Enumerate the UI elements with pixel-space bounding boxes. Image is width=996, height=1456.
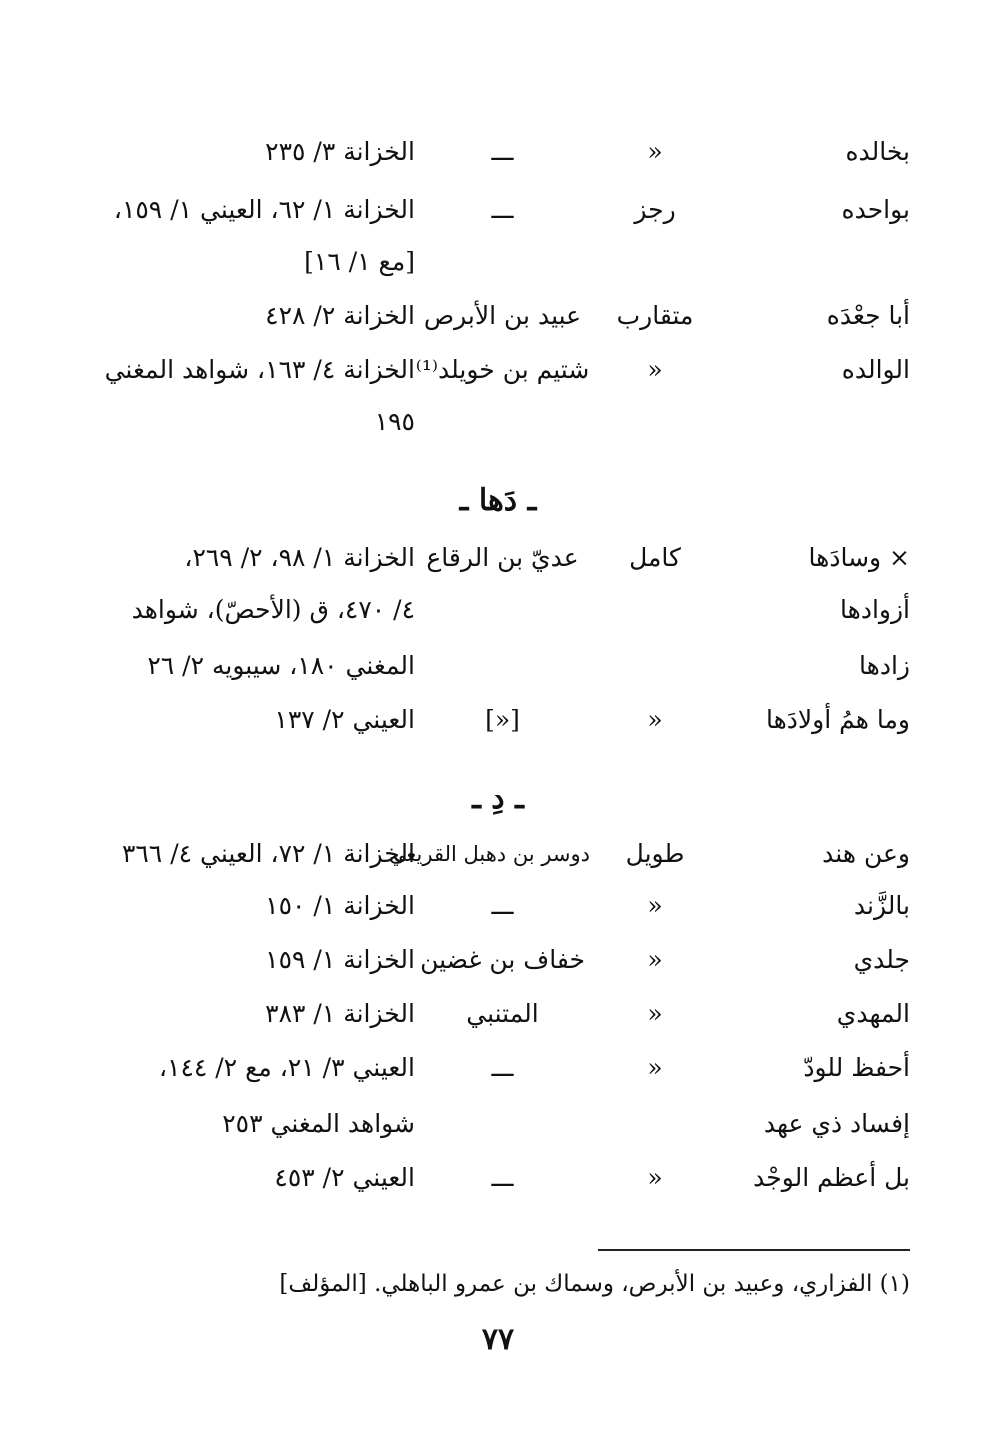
source-cell: الخزانة ١/ ٣٨٣	[265, 999, 415, 1028]
rhyme-cell: بواحده	[841, 195, 910, 224]
rhyme-cell: بخالده	[845, 137, 910, 166]
source-cell: الخزانة ١/ ١٥٩	[265, 945, 415, 974]
table-row	[70, 584, 920, 636]
source-cell: المغني ١٨٠، سيبويه ٢/ ٢٦	[147, 651, 415, 680]
poet-cell: [«]	[485, 705, 520, 734]
source-cell: العيني ٣/ ٢١، مع ٢/ ١٤٤،	[158, 1053, 415, 1082]
poet-cell: ـــ	[491, 137, 514, 166]
table-row	[70, 988, 920, 1040]
table-row	[70, 184, 920, 236]
source-cell: الخزانة ٢/ ٤٢٨	[265, 301, 415, 330]
rhyme-cell: أبا جعْدَه	[826, 301, 910, 330]
source-cell: الخزانة ١/ ٧٢، العيني ٤/ ٣٦٦	[121, 839, 415, 868]
table-row	[70, 236, 920, 288]
source-cell: شواهد المغني ٢٥٣	[222, 1109, 415, 1138]
meter-cell: «	[647, 945, 663, 974]
meter-cell: «	[647, 705, 663, 734]
table-row	[70, 1098, 920, 1150]
source-cell: [مع ١/ ١٦]	[304, 247, 415, 276]
source-cell: الخزانة ٣/ ٢٣٥	[265, 137, 415, 166]
rhyme-cell: جلدي	[853, 945, 910, 974]
rhyme-cell: أزوادها	[840, 595, 910, 624]
table-row	[70, 532, 920, 584]
table-row	[70, 828, 920, 880]
rhyme-cell: بل أعظم الوجْد	[753, 1163, 910, 1192]
table-row	[70, 290, 920, 342]
meter-cell: «	[647, 891, 663, 920]
source-cell: العيني ٢/ ١٣٧	[274, 705, 415, 734]
table-row	[70, 1042, 920, 1094]
poet-cell: شتيم بن خويلد⁽¹⁾	[415, 355, 590, 384]
source-cell: ٤/ ٤٧٠، ق (الأحصّ)، شواهد	[131, 595, 415, 624]
poet-cell: دوسر بن دهبل القريعي	[388, 842, 590, 866]
rhyme-cell: بالزَّند	[853, 891, 910, 920]
footnote-divider	[598, 1249, 910, 1251]
poet-cell: عديّ بن الرقاع	[426, 543, 579, 572]
footnote: (١) الفزاري، وعبيد بن الأبرص، وسماك بن عمرو الباهلي. [المؤلف]	[279, 1271, 910, 1297]
rhyme-cell: × وسادَها	[808, 543, 910, 572]
table-row	[70, 126, 920, 178]
meter-cell: طويل	[625, 839, 685, 868]
rhyme-cell: الوالده	[841, 355, 910, 384]
meter-cell: متقارب	[616, 301, 694, 330]
poet-cell: ـــ	[491, 891, 514, 920]
poet-cell: خفاف بن غضين	[420, 945, 585, 974]
source-cell: ١٩٥	[374, 407, 415, 436]
source-cell: الخزانة ١/ ١٥٠	[265, 891, 415, 920]
table-row	[70, 1152, 920, 1204]
source-cell: الخزانة ١/ ٦٢، العيني ١/ ١٥٩،	[113, 195, 415, 224]
poet-cell: عبيد بن الأبرص	[423, 301, 582, 330]
rhyme-cell: إفساد ذي عهد	[763, 1109, 910, 1138]
section-heading: ـ دِ ـ	[472, 781, 524, 816]
table-row	[70, 640, 920, 692]
rhyme-cell: المهدي	[836, 999, 910, 1028]
source-cell: الخزانة ١/ ٩٨، ٢/ ٢٦٩،	[184, 543, 415, 572]
poet-cell: المتنبي	[466, 999, 539, 1028]
meter-cell: «	[647, 355, 663, 384]
meter-cell: «	[647, 999, 663, 1028]
table-row	[70, 344, 920, 396]
meter-cell: كامل	[629, 543, 681, 572]
meter-cell: «	[647, 137, 663, 166]
rhyme-cell: وما همُ أولادَها	[765, 705, 910, 734]
table-row	[70, 880, 920, 932]
rhyme-cell: زادها	[859, 651, 910, 680]
meter-cell: «	[647, 1053, 663, 1082]
source-cell: العيني ٢/ ٤٥٣	[274, 1163, 415, 1192]
poet-cell: ـــ	[491, 1053, 514, 1082]
rhyme-cell: وعن هند	[822, 839, 910, 868]
section-heading: ـ دَها ـ	[459, 483, 537, 518]
table-row	[70, 396, 920, 448]
rhyme-cell: أحفظ للودّ	[803, 1053, 910, 1082]
table-row	[70, 694, 920, 746]
meter-cell: «	[647, 1163, 663, 1192]
source-cell: الخزانة ٤/ ١٦٣، شواهد المغني	[104, 355, 415, 384]
poet-cell: ـــ	[491, 1163, 514, 1192]
page-number: ٧٧	[481, 1322, 515, 1357]
poet-cell: ـــ	[491, 195, 514, 224]
meter-cell: رجز	[634, 195, 676, 224]
table-row	[70, 934, 920, 986]
